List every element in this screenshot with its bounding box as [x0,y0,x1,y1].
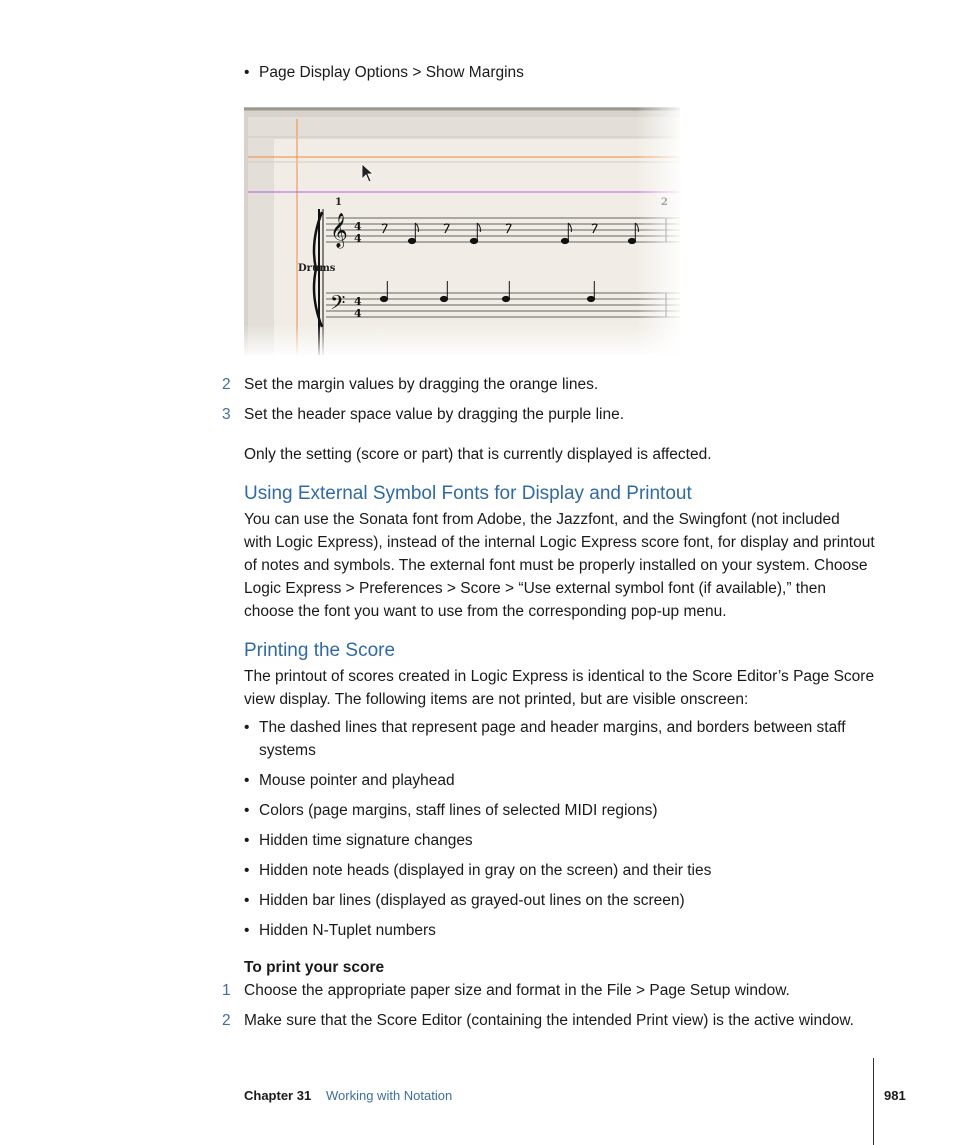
bullet-icon: • [244,892,250,909]
paragraph-line: with Logic Express), instead of the internal Logic Express score font, for display and printout [244,534,875,551]
page-number: 981 [884,1088,906,1103]
bullet-text: The dashed lines that represent page and header margins, and borders between staff [259,719,846,736]
bullet-text: Mouse pointer and playhead [259,772,455,789]
footer-divider [873,1058,874,1145]
bullet-icon: • [244,772,250,789]
step-number: 1 [222,982,231,999]
paragraph-line: of notes and symbols. The external font must be properly installed on your system. Choose [244,557,868,574]
step-number: 2 [222,1012,231,1029]
bullet-icon: • [244,922,250,939]
procedure-title: To print your score [244,959,385,976]
bullet-icon: • [244,719,250,736]
paragraph-line: You can use the Sonata font from Adobe, the Jazzfont, and the Swingfont (not included [244,511,840,528]
bullet-text: Colors (page margins, staff lines of selected MIDI regions) [259,802,658,819]
step-text: Set the margin values by dragging the orange lines. [244,376,599,393]
bullet-text: Hidden N-Tuplet numbers [259,922,436,939]
bullet-icon: • [244,862,250,879]
step-number: 3 [222,406,231,423]
bullet-text: Page Display Options > Show Margins [259,64,524,81]
section-heading-external-fonts: Using External Symbol Fonts for Display and Printout [244,483,692,504]
paragraph-line: Logic Express > Preferences > Score > “Use external symbol font (if available),” then [244,580,826,597]
section-heading-printing: Printing the Score [244,640,396,661]
step-text: Make sure that the Score Editor (containing the intended Print view) is the active window. [244,1012,854,1029]
bullet-icon: • [244,64,250,81]
section-paragraph [244,508,875,623]
bullet-text-continued: systems [259,742,316,759]
step-number: 2 [222,376,231,393]
footer-chapter: Chapter 31 [244,1088,312,1103]
bullet-text: Hidden note heads (displayed in gray on the screen) and their ties [259,862,712,879]
footer-chapter-title: Working with Notation [326,1088,453,1103]
step-text: Choose the appropriate paper size and format in the File > Page Setup window. [244,982,790,999]
bullet-icon: • [244,802,250,819]
paragraph-line: choose the font you want to use from the corresponding pop-up menu. [244,603,727,620]
bullet-text: Hidden time signature changes [259,832,473,849]
section-paragraph [244,665,874,711]
paragraph-line: The printout of scores created in Logic Express is identical to the Score Editor’s Page Score [244,668,875,685]
bullet-text: Hidden bar lines (displayed as grayed-out lines on the screen) [259,892,685,909]
paragraph-line: view display. The following items are not printed, but are visible onscreen: [244,691,749,708]
score-margins-figure [244,107,680,355]
bullet-icon: • [244,832,250,849]
step-text: Set the header space value by dragging the purple line. [244,406,625,423]
note-paragraph: Only the setting (score or part) that is currently displayed is affected. [244,446,712,463]
